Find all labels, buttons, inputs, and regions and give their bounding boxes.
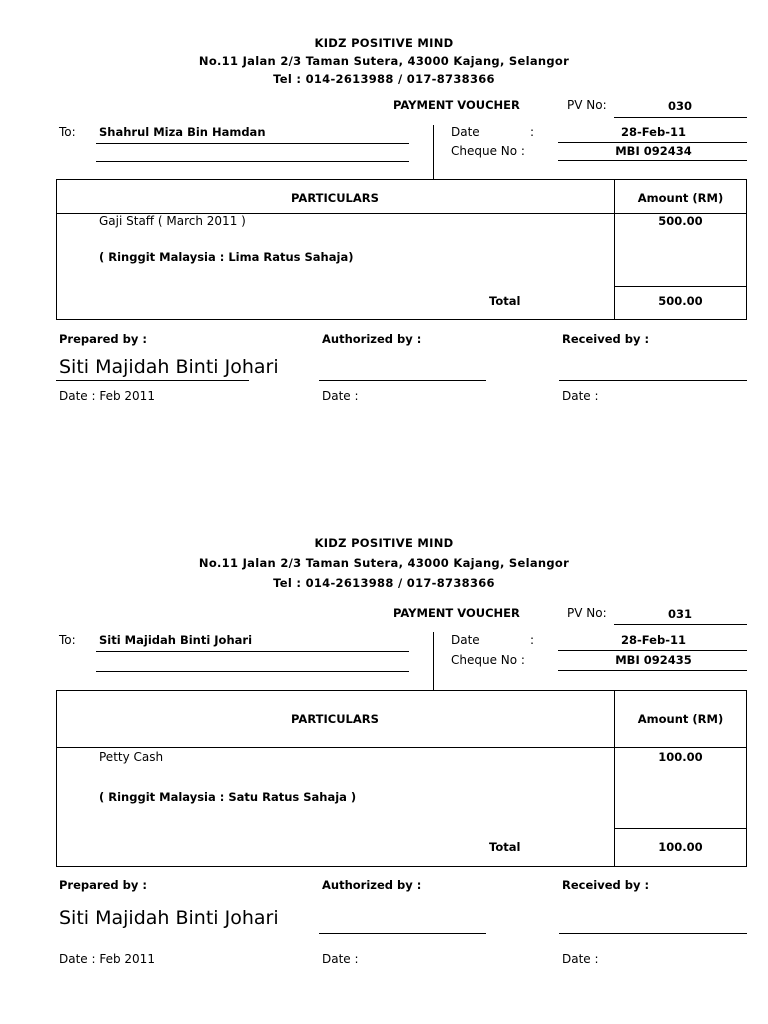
date-label: Date	[451, 633, 480, 647]
payee-underline	[96, 651, 409, 652]
amount-header: Amount (RM)	[637, 191, 724, 205]
authorized-signature-line	[319, 933, 486, 934]
date-value: 28-Feb-11	[621, 125, 686, 139]
pv-underline	[614, 624, 747, 625]
cheque-label: Cheque No :	[451, 653, 525, 667]
prepared-by-name: Siti Majidah Binti Johari	[59, 907, 279, 929]
pv-number: 030	[667, 99, 692, 113]
to-label: To:	[59, 125, 76, 139]
item-description: Petty Cash	[99, 750, 164, 764]
prepared-by-name: Siti Majidah Binti Johari	[59, 356, 279, 378]
amount-header: Amount (RM)	[637, 712, 724, 726]
received-by-label: Received by :	[562, 332, 650, 346]
date-value: 28-Feb-11	[621, 633, 686, 647]
cheque-underline	[558, 670, 747, 671]
cheque-value: MBI 092434	[615, 144, 692, 158]
received-by-label: Received by :	[562, 878, 650, 892]
company-tel: Tel : 014-2613988 / 017-8738366	[273, 72, 495, 86]
prepared-date: Date : Feb 2011	[59, 389, 155, 403]
cheque-label: Cheque No :	[451, 144, 525, 158]
payee-underline-2	[96, 671, 409, 672]
date-label: Date	[451, 125, 480, 139]
particulars-header: PARTICULARS	[291, 191, 379, 205]
item-amount: 100.00	[658, 750, 703, 764]
received-date: Date :	[562, 952, 599, 966]
cheque-value: MBI 092435	[615, 653, 692, 667]
voucher-title: PAYMENT VOUCHER	[393, 98, 520, 112]
total-amount: 100.00	[658, 840, 703, 854]
prepared-by-label: Prepared by :	[59, 878, 147, 892]
date-colon: :	[530, 125, 535, 139]
particulars-header: PARTICULARS	[291, 712, 379, 726]
company-name: KIDZ POSITIVE MIND	[314, 536, 454, 550]
table-header-rule	[56, 747, 747, 748]
prepared-by-label: Prepared by :	[59, 332, 147, 346]
authorized-by-label: Authorized by :	[322, 878, 422, 892]
authorized-by-label: Authorized by :	[322, 332, 422, 346]
voucher-title: PAYMENT VOUCHER	[393, 606, 520, 620]
item-description: Gaji Staff ( March 2011 )	[99, 214, 246, 228]
received-signature-line	[559, 933, 747, 934]
date-colon: :	[530, 633, 535, 647]
total-amount: 500.00	[658, 294, 703, 308]
total-label: Total	[489, 294, 521, 308]
payee-name: Siti Majidah Binti Johari	[99, 633, 253, 647]
payee-name: Shahrul Miza Bin Hamdan	[99, 125, 266, 139]
received-date: Date :	[562, 389, 599, 403]
total-rule	[614, 828, 747, 829]
pv-number: 031	[667, 607, 692, 621]
prepared-date: Date : Feb 2011	[59, 952, 155, 966]
authorized-date: Date :	[322, 952, 359, 966]
item-amount: 500.00	[658, 214, 703, 228]
pv-label: PV No:	[567, 606, 607, 620]
date-underline	[558, 650, 747, 651]
pv-label: PV No:	[567, 98, 607, 112]
amount-in-words: ( Ringgit Malaysia : Lima Ratus Sahaja)	[99, 250, 354, 264]
header-divider	[433, 632, 434, 690]
authorized-date: Date :	[322, 389, 359, 403]
company-name: KIDZ POSITIVE MIND	[314, 36, 454, 50]
company-address: No.11 Jalan 2/3 Taman Sutera, 43000 Kajang, Selangor	[198, 556, 570, 570]
amount-in-words: ( Ringgit Malaysia : Satu Ratus Sahaja )	[99, 790, 357, 804]
to-label: To:	[59, 633, 76, 647]
company-tel: Tel : 014-2613988 / 017-8738366	[273, 576, 495, 590]
company-address: No.11 Jalan 2/3 Taman Sutera, 43000 Kajang, Selangor	[198, 54, 570, 68]
total-label: Total	[489, 840, 521, 854]
